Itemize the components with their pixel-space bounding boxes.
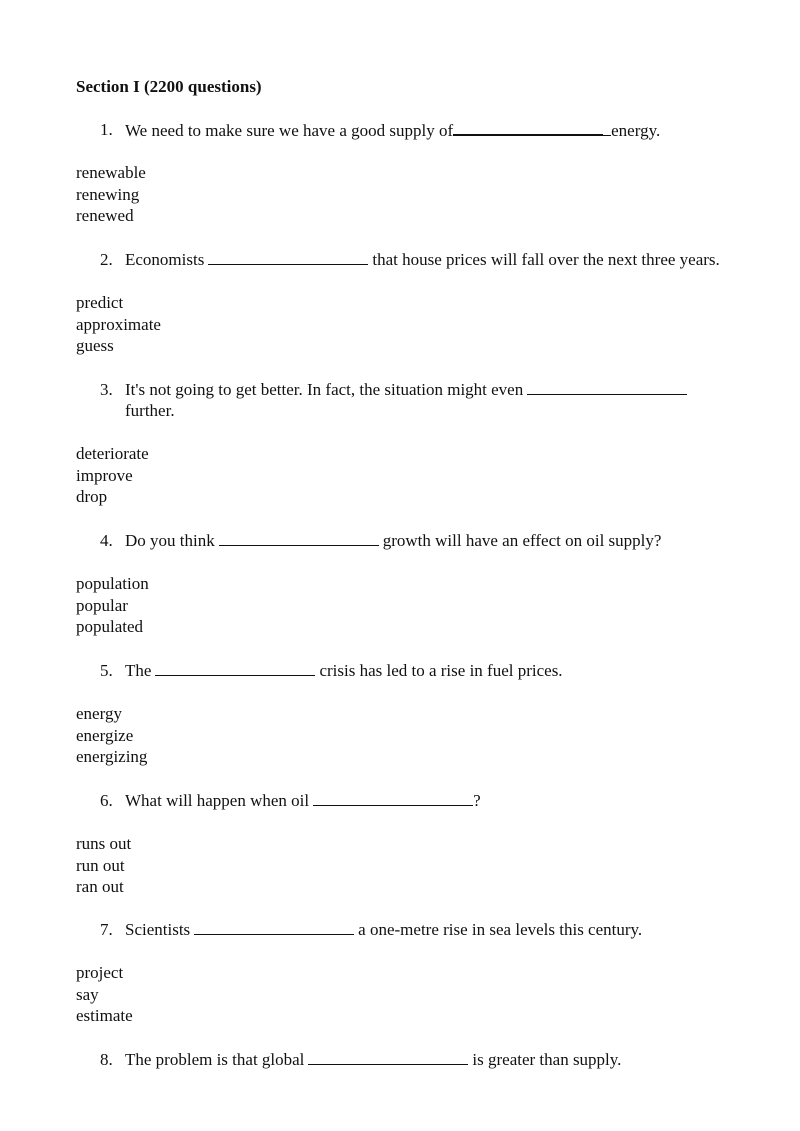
question-text-after: crisis has led to a rise in fuel prices. [319, 661, 563, 680]
answer-option[interactable]: deteriorate [76, 444, 149, 463]
question-text [125, 530, 770, 551]
answer-blank[interactable] [208, 249, 368, 265]
question-number: 5. [100, 661, 113, 680]
options-list-2 [76, 292, 161, 357]
question-number: 2. [100, 250, 113, 269]
question-number: 1. [100, 120, 113, 139]
answer-option[interactable]: drop [76, 487, 108, 507]
answer-option[interactable]: runs out [76, 834, 132, 853]
question-number: 6. [100, 791, 113, 810]
question-6 [100, 790, 770, 811]
question-7 [100, 919, 770, 940]
answer-blank[interactable] [155, 660, 315, 676]
answer-blank[interactable] [453, 119, 603, 136]
question-text-before: We need to make sure we have a good supply of [125, 121, 454, 140]
question-text-before: The problem is that global [125, 1050, 305, 1069]
question-8 [100, 1049, 770, 1070]
question-3 [100, 379, 770, 421]
question-text-after: energy. [611, 121, 661, 140]
question-4 [100, 530, 770, 551]
answer-option[interactable]: energize [76, 725, 134, 745]
answer-option[interactable]: populated [76, 617, 144, 637]
question-2 [100, 249, 770, 270]
answer-option[interactable]: renewed [76, 206, 134, 226]
answer-option[interactable]: approximate [76, 314, 161, 334]
answer-option[interactable]: estimate [76, 1006, 133, 1026]
question-number: 8. [100, 1050, 113, 1069]
question-text-before: Economists [125, 250, 205, 269]
answer-option[interactable]: guess [76, 336, 114, 356]
question-text-before: The [125, 661, 152, 680]
question-text [125, 249, 770, 270]
answer-option[interactable]: project [76, 963, 124, 982]
answer-option[interactable]: say [76, 984, 99, 1004]
answer-option[interactable]: energy [76, 704, 122, 723]
options-list-6 [76, 833, 131, 898]
question-text-before: Scientists [125, 920, 191, 939]
question-5 [100, 660, 770, 681]
answer-blank[interactable] [313, 790, 473, 806]
question-1 [100, 119, 770, 141]
question-number: 4. [100, 531, 113, 550]
options-list-7 [76, 962, 133, 1027]
answer-blank[interactable] [308, 1049, 468, 1065]
answer-option[interactable]: energizing [76, 747, 148, 767]
question-number: 3. [100, 380, 113, 399]
answer-option[interactable]: renewing [76, 184, 140, 204]
section-title: Section I (2200 questions) [76, 77, 262, 96]
answer-blank-tail [603, 120, 611, 136]
question-number: 7. [100, 920, 113, 939]
options-list-3 [76, 443, 149, 508]
answer-option[interactable]: ran out [76, 877, 124, 897]
question-text-after: further. [125, 401, 175, 420]
question-text [125, 119, 770, 141]
question-text-after: ? [473, 791, 481, 810]
question-text-after: is greater than supply. [472, 1050, 622, 1069]
question-text [125, 790, 770, 811]
options-list-1 [76, 162, 146, 227]
answer-option[interactable]: renewable [76, 163, 146, 182]
question-text [125, 379, 770, 421]
answer-blank[interactable] [194, 919, 354, 935]
question-text-after: a one-metre rise in sea levels this century. [358, 920, 643, 939]
question-text-before: What will happen when oil [125, 791, 310, 810]
options-list-5 [76, 703, 147, 768]
answer-option[interactable]: improve [76, 465, 133, 485]
answer-blank[interactable] [219, 530, 379, 546]
answer-option[interactable]: predict [76, 293, 124, 312]
question-text-after: that house prices will fall over the next three years. [372, 250, 720, 269]
question-text-before: Do you think [125, 531, 215, 550]
options-list-4 [76, 573, 149, 638]
answer-option[interactable]: population [76, 574, 149, 593]
question-text [125, 919, 770, 940]
answer-blank[interactable] [527, 379, 687, 395]
question-text-after: growth will have an effect on oil supply? [382, 531, 662, 550]
question-text [125, 660, 770, 681]
answer-option[interactable]: popular [76, 595, 128, 615]
question-text-before: It's not going to get better. In fact, the situation might even [125, 380, 524, 399]
answer-option[interactable]: run out [76, 855, 125, 875]
question-text [125, 1049, 770, 1070]
